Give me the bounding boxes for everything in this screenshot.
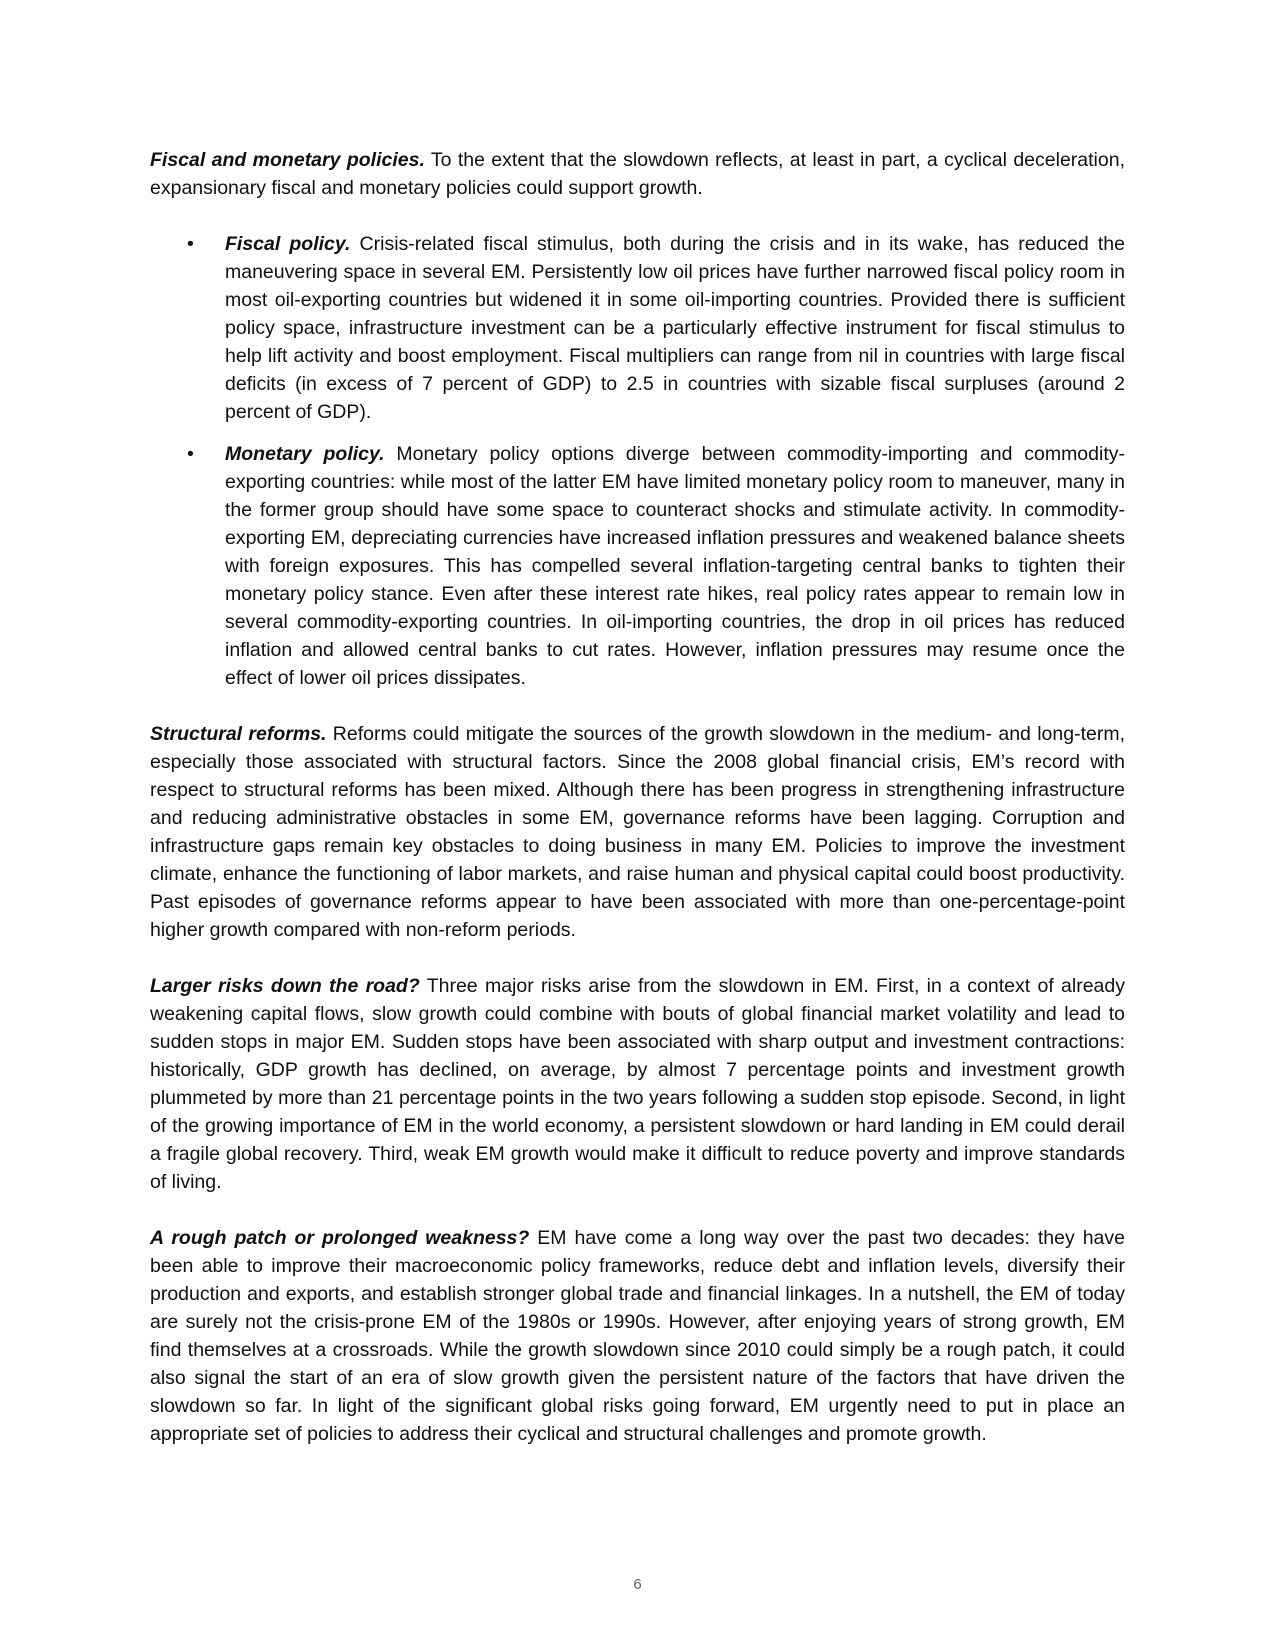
paragraph-text: EM have come a long way over the past two decades: they have been able to improve their macroeconomic policy frameworks, reduce debt and inflation levels, diversify their production and exports, and establish stronger global trade and financial linkages. In a nutshell, the EM of today are surely not the crisis-prone EM of the 1980s or 1990s. However, after enjoying years of strong growth, EM find themselves at a crossroads. While the growth slowdown since 2010 could simply be a rough patch, it could also signal the start of an era of slow growth given the persistent nature of the factors that have driven the slowdown so far. In light of the significant global risks going forward, EM urgently need to put in place an appropriate set of policies to address their cyclical and structural challenges and promote growth. xyxy=(150,1227,1125,1445)
paragraph-lead: Fiscal and monetary policies. xyxy=(150,149,425,171)
policy-bullet-list xyxy=(150,230,1125,692)
paragraph-text: Three major risks arise from the slowdown in EM. First, in a context of already weakening capital flows, slow growth could combine with bouts of global financial market volatility and lead to sudden stops in major EM. Sudden stops have been associated with sharp output and investment contractions: historically, GDP growth has declined, on average, by almost 7 percentage points and investment growth plummeted by more than 21 percentage points in the two years following a sudden stop episode. Second, in light of the growing importance of EM in the world economy, a persistent slowdown or hard landing in EM could derail a fragile global recovery. Third, weak EM growth would make it difficult to reduce poverty and improve standards of living. xyxy=(150,975,1125,1193)
paragraph-text: Reforms could mitigate the sources of the growth slowdown in the medium- and long-term, especially those associated with structural factors. Since the 2008 global financial crisis, EM’s record with respect to structural reforms has been mixed. Although there has been progress in strengthening infrastructure and reducing administrative obstacles in some EM, governance reforms have been lagging. Corruption and infrastructure gaps remain key obstacles to doing business in many EM. Policies to improve the investment climate, enhance the functioning of labor markets, and raise human and physical capital could boost productivity. Past episodes of governance reforms appear to have been associated with more than one-percentage-point higher growth compared with non-reform periods. xyxy=(150,723,1125,941)
bullet-icon: • xyxy=(187,233,194,255)
paragraph-larger-risks xyxy=(150,972,1125,1196)
bullet-lead: Fiscal policy. xyxy=(225,233,351,255)
bullet-text: Crisis-related fiscal stimulus, both during the crisis and in its wake, has reduced the maneuvering space in several EM. Persistently low oil prices have further narrowed fiscal policy room in most oil-exporting countries but widened it in some oil-importing countries. Provided there is sufficient policy space, infrastructure investment can be a particularly effective instrument for fiscal stimulus to help lift activity and boost employment. Fiscal multipliers can range from nil in countries with large fiscal deficits (in excess of 7 percent of GDP) to 2.5 in countries with sizable fiscal surpluses (around 2 percent of GDP). xyxy=(225,233,1125,423)
paragraph-lead: A rough patch or prolonged weakness? xyxy=(150,1227,530,1249)
paragraph-fiscal-monetary xyxy=(150,146,1125,202)
paragraph-structural-reforms xyxy=(150,720,1125,944)
paragraph-lead: Larger risks down the road? xyxy=(150,975,420,997)
bullet-item-fiscal-policy xyxy=(150,230,1125,426)
document-body xyxy=(150,146,1125,1476)
page-number: 6 xyxy=(633,1576,642,1593)
paragraph-rough-patch xyxy=(150,1224,1125,1448)
bullet-item-monetary-policy xyxy=(150,440,1125,692)
paragraph-text: To the extent that the slowdown reflects, at least in part, a cyclical deceleration, expansionary fiscal and monetary policies could support growth. xyxy=(150,149,1125,199)
paragraph-lead: Structural reforms. xyxy=(150,723,327,745)
bullet-text: Monetary policy options diverge between commodity-importing and commodity-exporting countries: while most of the latter EM have limited monetary policy room to maneuver, many in the former group should have some space to counteract shocks and stimulate activity. In commodity-exporting EM, depreciating currencies have increased inflation pressures and weakened balance sheets with foreign exposures. This has compelled several inflation-targeting central banks to tighten their monetary policy stance. Even after these interest rate hikes, real policy rates appear to remain low in several commodity-exporting countries. In oil-importing countries, the drop in oil prices has reduced inflation and allowed central banks to cut rates. However, inflation pressures may resume once the effect of lower oil prices dissipates. xyxy=(225,443,1125,689)
bullet-icon: • xyxy=(187,443,194,465)
bullet-lead: Monetary policy. xyxy=(225,443,385,465)
